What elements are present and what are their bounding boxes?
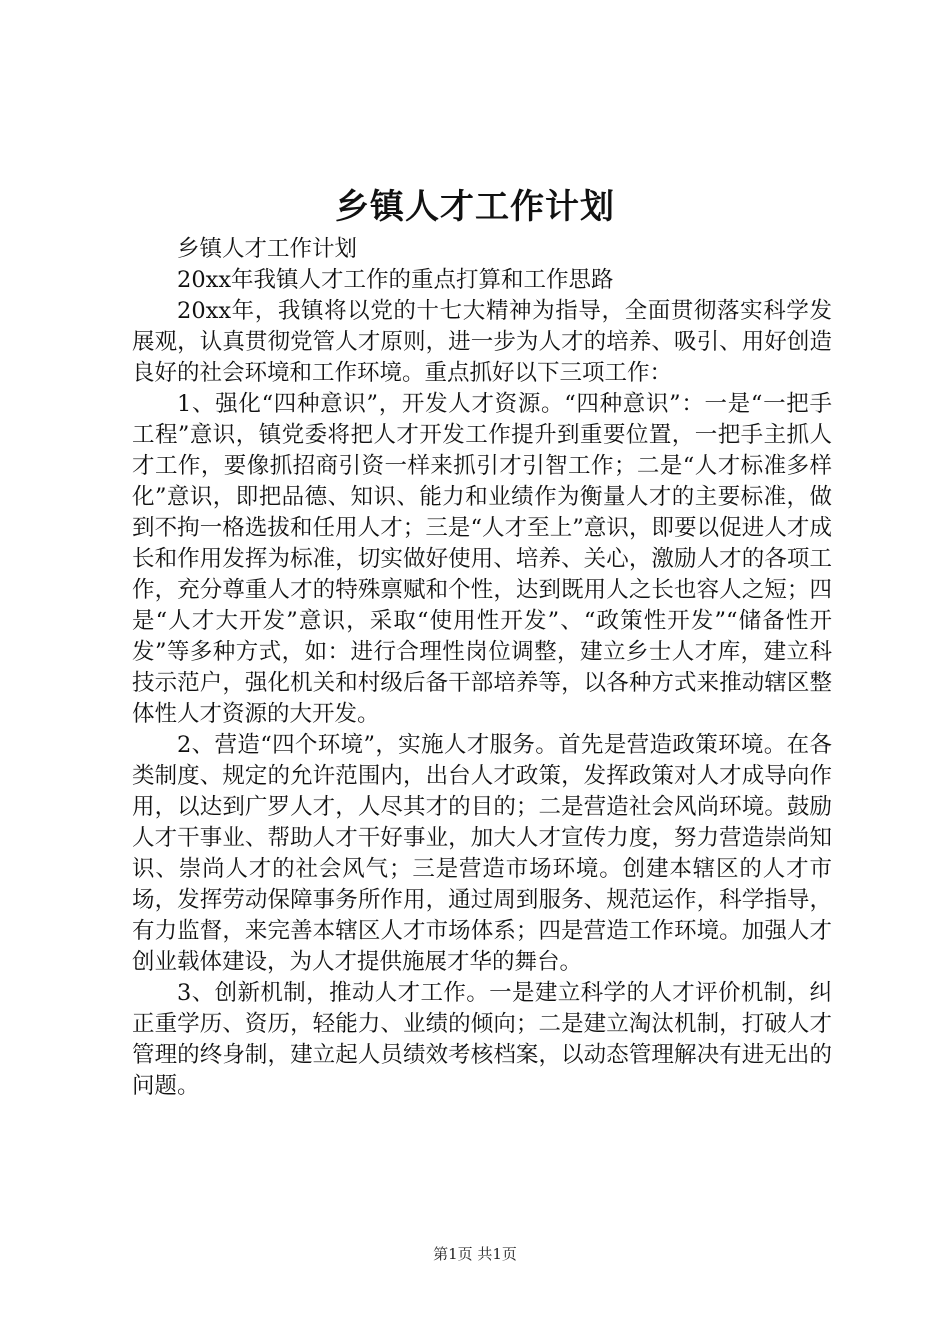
document-body bbox=[132, 234, 832, 1102]
paragraph-heading: 20xx年我镇人才工作的重点打算和工作思路 bbox=[177, 267, 614, 293]
paragraph-subtitle: 乡镇人才工作计划 bbox=[177, 236, 358, 262]
paragraph-intro: 20xx年，我镇将以党的十七大精神为指导，全面贯彻落实科学发展观，认真贯彻党管人才原则，进一步为人才的培养、吸引、用好创造良好的社会环境和工作环境。重点抓好以下三项工作： bbox=[132, 298, 832, 386]
page-footer: 第1页 共1页 bbox=[433, 1245, 517, 1263]
paragraph-item-1: 1、强化“四种意识”，开发人才资源。“四种意识”：一是“一把手工程”意识，镇党委将把人才开发工作提升到重要位置，一把手主抓人才工作，要像抓招商引资一样来抓引才引智工作；二是“人才标准多样化”意识，即把品德、知识、能力和业绩作为衡量人才的主要标准，做到不拘一格选拔和任用人才；三是“人才至上”意识，即要以促进人才成长和作用发挥为标准，切实做好使用、培养、关心，激励人才的各项工作，充分尊重人才的特殊禀赋和个性，达到既用人之长也容人之短；四是“人才大开发”意识，采取“使用性开发”、“政策性开发”“储备性开发”等多种方式，如：进行合理性岗位调整，建立乡士人才库，建立科技示范户，强化机关和村级后备干部培养等，以各种方式来推动辖区整体性人才资源的大开发。 bbox=[132, 391, 832, 727]
paragraph-item-2: 2、营造“四个环境”，实施人才服务。首先是营造政策环境。在各类制度、规定的允许范围内，出台人才政策，发挥政策对人才成导向作用，以达到广罗人才，人尽其才的目的；二是营造社会风尚环境。鼓励人才干事业、帮助人才干好事业，加大人才宣传力度，努力营造崇尚知识、崇尚人才的社会风气；三是营造市场环境。创建本辖区的人才市场，发挥劳动保障事务所作用，通过周到服务、规范运作，科学指导，有力监督，来完善本辖区人才市场体系；四是营造工作环境。加强人才创业载体建设，为人才提供施展才华的舞台。 bbox=[132, 732, 832, 975]
document-title: 乡镇人才工作计划 bbox=[335, 187, 615, 227]
paragraph-item-3: 3、创新机制，推动人才工作。一是建立科学的人才评价机制，纠正重学历、资历，轻能力、业绩的倾向；二是建立淘汰机制，打破人才管理的终身制，建立起人员绩效考核档案，以动态管理解决有进无出的问题。 bbox=[132, 980, 832, 1099]
